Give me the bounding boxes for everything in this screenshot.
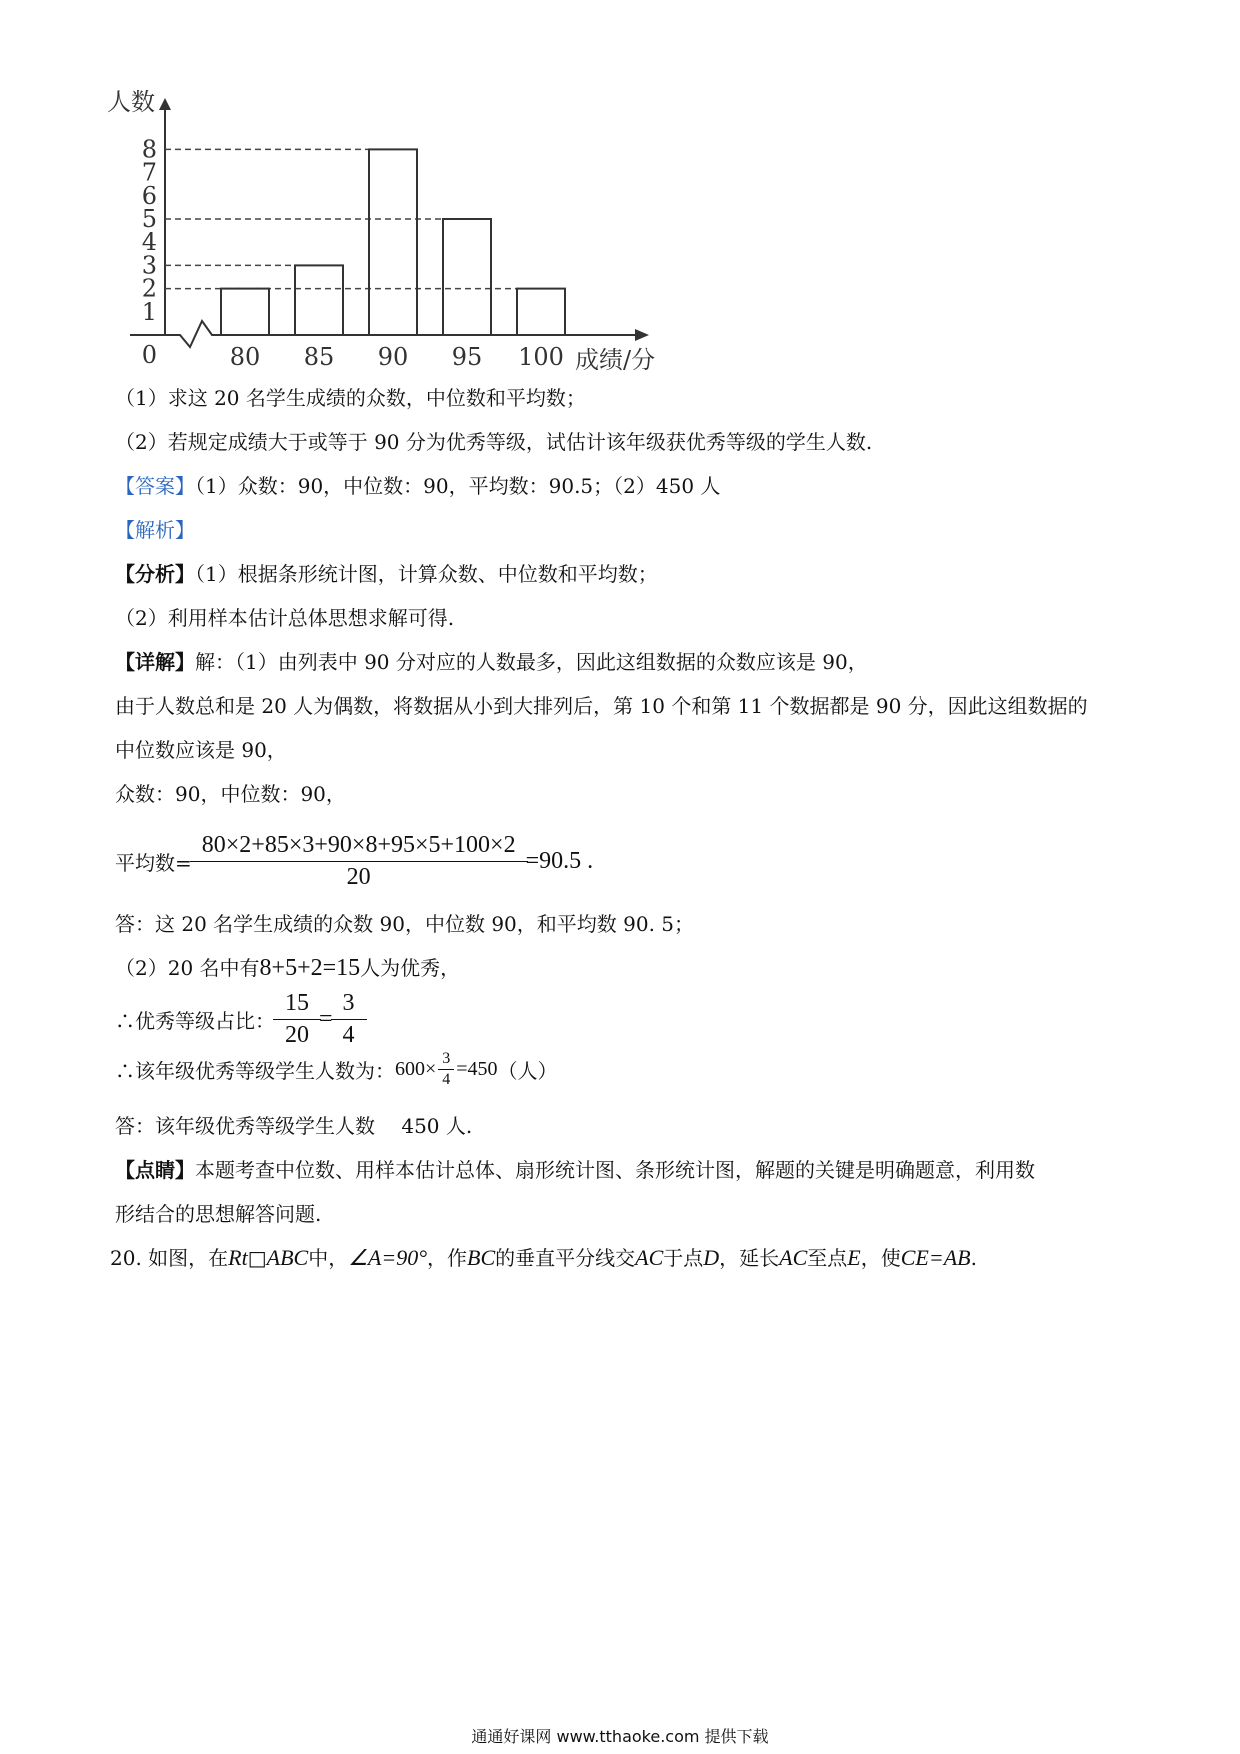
count-a: 600× — [395, 1058, 437, 1080]
answer-2-line: 答：该年级优秀等级学生人数 450 人. — [115, 1114, 473, 1138]
x-tick-label: 85 — [303, 343, 335, 371]
detail-line-1 — [115, 648, 868, 676]
ratio-fraction-2 — [337, 990, 361, 1049]
question-2: （2）若规定成绩大于或等于 90 分为优秀等级，试估计该年级获优秀等级的学生人数. — [115, 430, 873, 454]
ratio-equals: = — [319, 1006, 333, 1032]
q20-triangle-symbol: □ — [247, 1246, 267, 1270]
count-fraction — [440, 1050, 452, 1089]
fenxi-tag: 【分析】 — [115, 562, 195, 586]
x-axis-label: 成绩/分 — [575, 346, 656, 374]
dianjing-tag: 【点睛】 — [115, 1158, 195, 1182]
y-tick-label: 6 — [141, 181, 157, 210]
dianjing-text-1: 本题考查中位数、用样本估计总体、扇形统计图、条形统计图，解题的关键是明确题意，利用数 — [195, 1158, 1035, 1182]
q20-abc: ABC — [266, 1245, 309, 1270]
mean-numerator: 80×2+85×3+90×8+95×5+100×2 — [201, 832, 516, 858]
ratio-numerator-1: 15 — [285, 990, 309, 1016]
ratio-line — [115, 990, 365, 1049]
ratio-denominator-2: 4 — [331, 1019, 367, 1049]
ratio-numerator-2: 3 — [342, 990, 355, 1016]
q20-part: ，延长 — [719, 1246, 780, 1270]
count-prefix: ∴该年级优秀等级学生人数为： — [115, 1059, 395, 1083]
bar-chart — [105, 82, 665, 382]
detail-text-1: 解：（1）由列表中 90 分对应的人数最多，因此这组数据的众数应该是 90， — [195, 650, 868, 674]
q20-part: ，作 — [427, 1246, 468, 1270]
x-axis-arrow — [635, 329, 649, 341]
y-tick-label: 2 — [141, 274, 157, 303]
q20-e: E — [847, 1245, 861, 1270]
count-b: =450 — [456, 1058, 498, 1080]
y-tick-label: 5 — [141, 205, 157, 233]
q20-part: . — [970, 1246, 977, 1270]
q2-expression: 8+5+2=15 — [259, 955, 361, 981]
q20-rt: Rt — [228, 1245, 248, 1270]
q20-bc: BC — [467, 1245, 496, 1270]
answer-text: （1）众数：90，中位数：90，平均数：90.5；（2）450 人 — [195, 474, 721, 498]
q20-part: 于点 — [663, 1246, 704, 1270]
fenxi-line-1 — [115, 560, 658, 588]
q20-part: 中， — [308, 1246, 349, 1270]
bar — [369, 149, 417, 335]
y-tick-label: 8 — [141, 135, 157, 164]
answer-1-line: 答：这 20 名学生成绩的众数 90，中位数 90，和平均数 90. 5； — [115, 912, 695, 936]
q20-part: ，使 — [860, 1246, 901, 1270]
y-tick-label: 4 — [141, 228, 157, 257]
q20-part: 20. 如图，在 — [110, 1246, 229, 1270]
question-20 — [110, 1244, 977, 1272]
answer-tag: 【答案】 — [115, 474, 195, 498]
bar — [295, 265, 343, 335]
detail-line-3: 中位数应该是 90， — [115, 738, 287, 762]
ratio-fraction-1 — [279, 990, 315, 1049]
count-suffix: （人） — [497, 1059, 558, 1083]
mean-formula — [115, 832, 593, 891]
bar — [221, 289, 269, 335]
y-tick-label: 7 — [141, 158, 157, 187]
count-numerator: 3 — [442, 1050, 451, 1067]
question-1: （1）求这 20 名学生成绩的众数，中位数和平均数； — [115, 386, 586, 410]
x-tick-label: 100 — [518, 343, 564, 371]
y-tick-label: 0 — [141, 341, 157, 369]
fenxi-line-2: （2）利用样本估计总体思想求解可得. — [115, 606, 455, 630]
ratio-prefix: ∴优秀等级占比： — [115, 1009, 275, 1033]
q20-part: 的垂直平分线交 — [495, 1246, 636, 1270]
y-tick-label: 1 — [141, 297, 157, 326]
q2-prefix: （2）20 名中有 — [115, 956, 260, 980]
q20-d: D — [703, 1245, 720, 1270]
count-denominator: 4 — [438, 1069, 454, 1089]
x-tick-label: 80 — [229, 343, 261, 371]
answer-line — [115, 472, 720, 500]
count-line — [115, 1050, 558, 1089]
q2-solution-line — [115, 954, 460, 982]
bar — [517, 289, 565, 335]
fenxi-text-1: （1）根据条形统计图，计算众数、中位数和平均数； — [195, 562, 658, 586]
q20-ac: AC — [635, 1245, 664, 1270]
q20-ce-ab: CE=AB — [900, 1245, 971, 1270]
dianjing-line-1 — [115, 1156, 1035, 1184]
detail-line-2: 由于人数总和是 20 人为偶数，将数据从小到大排列后，第 10 个和第 11 个数据都是 90 分，因此这组数据的 — [115, 694, 1088, 718]
detail-line-4: 众数：90，中位数：90， — [115, 782, 346, 806]
x-tick-label: 95 — [451, 343, 483, 371]
y-axis-label: 人数 — [107, 88, 155, 116]
x-tick-label: 90 — [377, 343, 409, 371]
q2-suffix: 人为优秀， — [360, 956, 461, 980]
y-axis-arrow — [159, 98, 171, 110]
analysis-line — [115, 516, 195, 544]
mean-result: =90.5 . — [525, 848, 594, 874]
mean-prefix: 平均数= — [115, 851, 192, 875]
dianjing-line-2: 形结合的思想解答问题. — [115, 1202, 322, 1226]
analysis-tag: 【解析】 — [115, 518, 195, 542]
q20-ac-2: AC — [779, 1245, 808, 1270]
ratio-denominator-1: 20 — [273, 1019, 321, 1049]
mean-denominator: 20 — [190, 861, 528, 891]
footer-credit: 通通好课网 www.tthaoke.com 提供下载 — [471, 1727, 769, 1746]
mean-fraction — [196, 832, 522, 891]
detail-tag: 【详解】 — [115, 650, 195, 674]
y-tick-label: 3 — [141, 251, 157, 280]
bar — [443, 219, 491, 335]
q20-part: 至点 — [807, 1246, 848, 1270]
q20-angle: ∠A=90° — [348, 1245, 428, 1270]
